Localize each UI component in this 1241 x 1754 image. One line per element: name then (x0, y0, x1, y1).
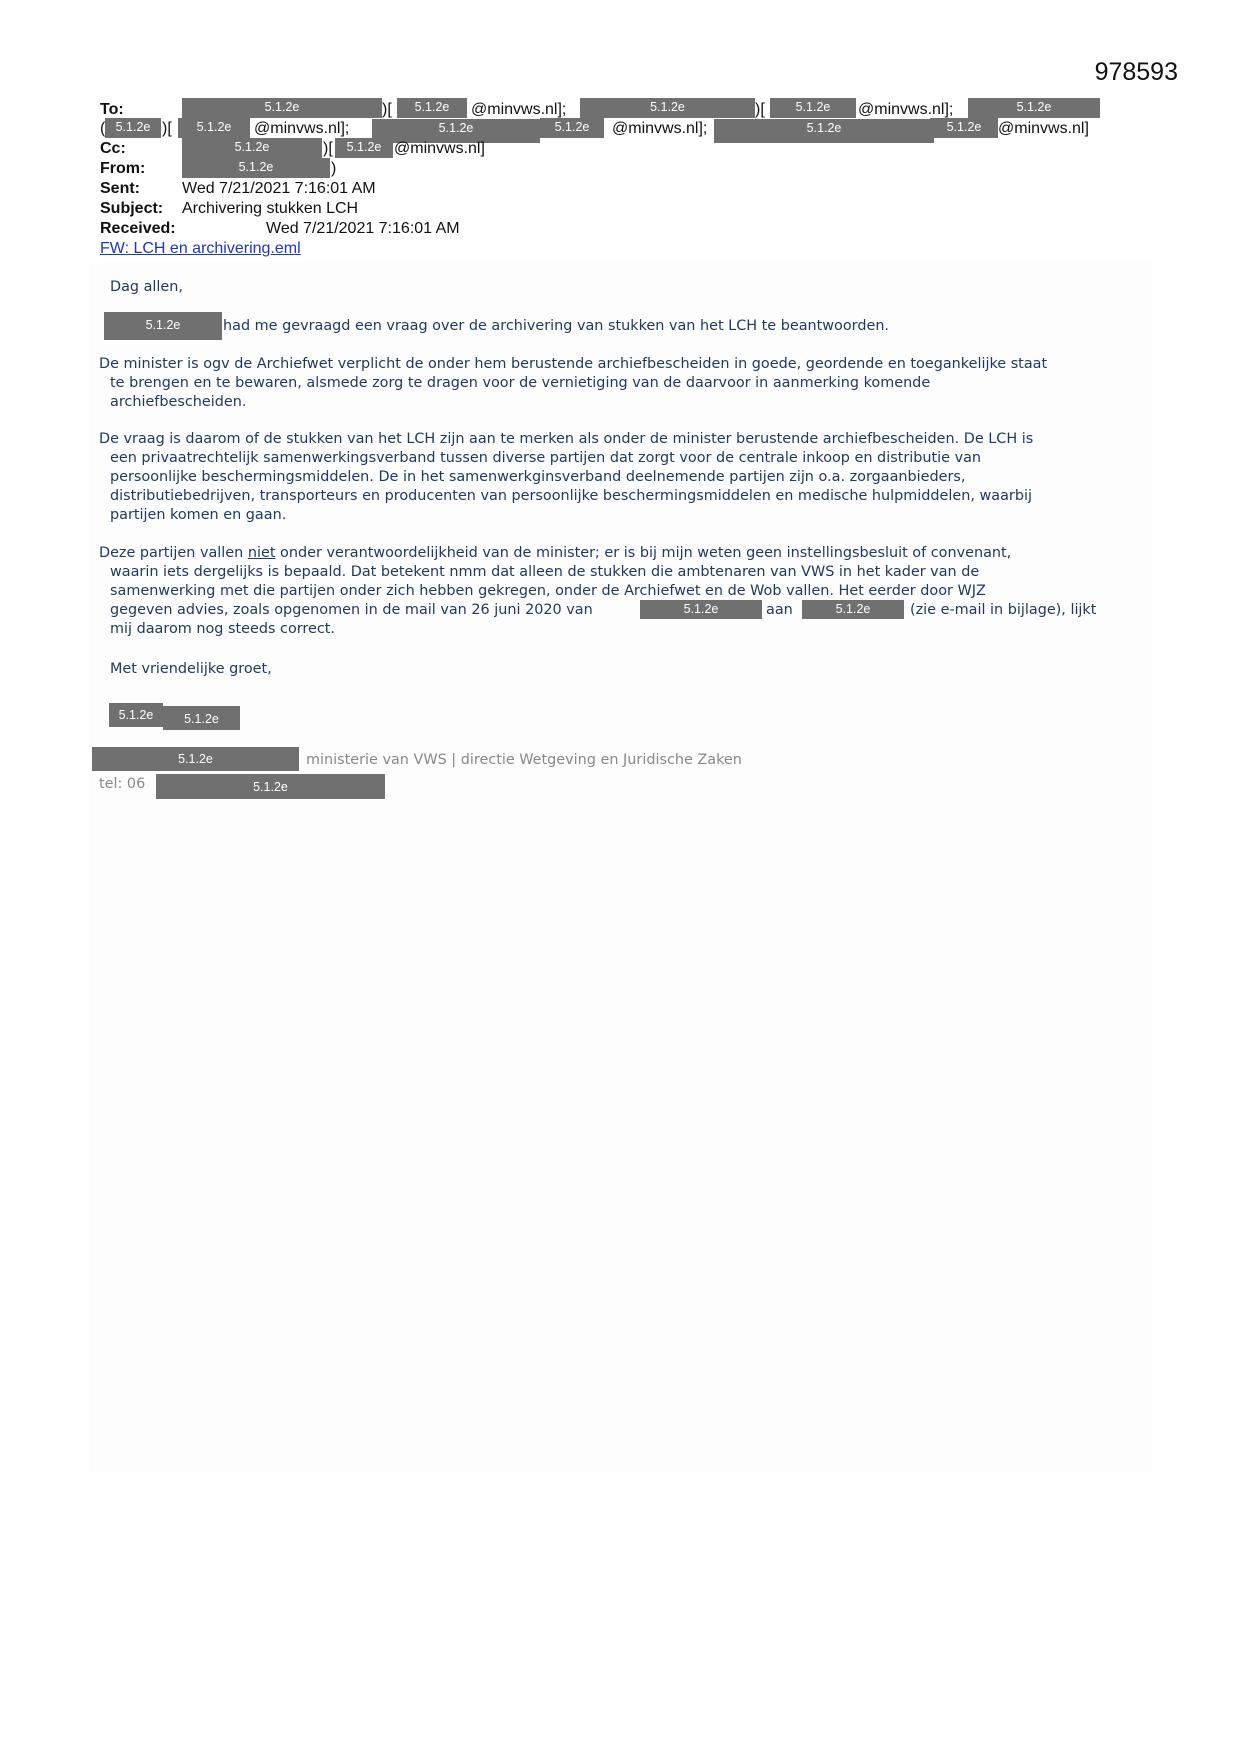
from-label: From: (100, 160, 146, 177)
redaction-block: 5.1.2e (770, 98, 856, 118)
subject-value: Archivering stukken LCH (182, 200, 359, 217)
redaction-block: 5.1.2e (580, 98, 755, 118)
intro-text: had me gevraagd een vraag over de archivering van stukken van het LCH te beantwoorden. (223, 318, 890, 334)
from-separator: ) (331, 160, 337, 177)
cc-label: Cc: (100, 140, 126, 157)
signature-organisation: ministerie van VWS | directie Wetgeving en Juridische Zaken (306, 752, 742, 768)
paragraph-3-line (99, 544, 1011, 563)
paragraph-3-text: Deze partijen vallen (99, 545, 248, 561)
to-domain: @minvws.nl]; (858, 101, 954, 118)
redaction-block: 5.1.2e (104, 312, 222, 340)
cc-separator: )[ (323, 140, 333, 157)
paragraph-2-line: distributiebedrijven, transporteurs en producenten van persoonlijke beschermingsmiddelen en medische hulpmiddelen, waarbij (110, 488, 1032, 504)
redaction-block: 5.1.2e (156, 774, 385, 799)
subject-label: Subject: (100, 200, 164, 217)
to-domain: @minvws.nl]; (612, 120, 708, 137)
redaction-block: 5.1.2e (397, 98, 467, 118)
to-domain: @minvws.nl] (998, 120, 1089, 137)
redaction-block: 5.1.2e (182, 158, 330, 178)
redaction-block: 5.1.2e (109, 703, 163, 727)
underlined-word: niet (247, 545, 276, 561)
paragraph-3-text: onder verantwoordelijkheid van de minister; er is bij mijn weten geen instellingsbesluit of convenant, (275, 545, 1012, 561)
greeting: Dag allen, (110, 279, 183, 295)
paragraph-3-line: samenwerking met die partijen onder zich hebben gekregen, onder de Archiefwet en de Wob vallen. Het eerder door WJZ (110, 583, 986, 599)
paragraph-2-line: persoonlijke beschermingsmiddelen. De in het samenwerkginsverband deelnemende partijen zijn o.a. zorgaanbieders, (110, 469, 966, 485)
redaction-block: 5.1.2e (372, 119, 540, 143)
to-label: To: (100, 101, 124, 118)
redaction-block: 5.1.2e (182, 138, 322, 158)
received-label: Received: (100, 220, 176, 237)
paragraph-3-text: (zie e-mail in bijlage), lijkt (910, 602, 1097, 618)
redaction-block: 5.1.2e (163, 706, 240, 730)
redaction-block: 5.1.2e (182, 98, 382, 118)
redaction-block: 5.1.2e (105, 118, 161, 138)
redaction-block: 5.1.2e (968, 98, 1100, 118)
paragraph-3-line: waarin iets dergelijks is bepaald. Dat betekent nmm dat alleen de stukken die ambtenaren van VWS in het kader van de (110, 564, 980, 580)
paragraph-2-line: een privaatrechtelijk samenwerkingsverband tussen diverse partijen dat zorgt voor de centrale inkoop en distributie van (110, 450, 982, 466)
to-separator: )[ (755, 101, 765, 118)
signature-telephone: tel: 06 (99, 776, 146, 792)
paragraph-1-line: archiefbescheiden. (110, 394, 247, 410)
to-domain: @minvws.nl]; (471, 101, 567, 118)
closing: Met vriendelijke groet, (110, 661, 272, 677)
cc-domain: @minvws.nl] (394, 140, 485, 157)
sent-value: Wed 7/21/2021 7:16:01 AM (182, 180, 376, 197)
redaction-block: 5.1.2e (714, 119, 934, 143)
paragraph-1-line: De minister is ogv de Archiefwet verplicht de onder hem berustende archiefbescheiden in goede, geordende en toegankelijke staat (99, 356, 1048, 372)
redaction-block: 5.1.2e (92, 747, 299, 771)
to-separator: ( (100, 120, 106, 137)
received-value: Wed 7/21/2021 7:16:01 AM (266, 220, 460, 237)
attachment-link[interactable]: FW: LCH en archivering.eml (100, 240, 301, 257)
redaction-block: 5.1.2e (178, 118, 250, 138)
paragraph-1-line: te brengen en te bewaren, alsmede zorg te dragen voor de vernietiging van de daarvoor in aanmerking komende (110, 375, 931, 391)
to-separator: )[ (382, 101, 392, 118)
to-domain: @minvws.nl]; (254, 120, 350, 137)
paragraph-3-line: mij daarom nog steeds correct. (110, 621, 336, 637)
document-number: 978593 (1094, 58, 1178, 86)
to-separator: )[ (162, 120, 172, 137)
paragraph-3-line: gegeven advies, zoals opgenomen in de mail van 26 juni 2020 van (110, 602, 593, 618)
redaction-block: 5.1.2e (540, 118, 604, 138)
redaction-block: 5.1.2e (802, 600, 904, 619)
redaction-block: 5.1.2e (930, 118, 998, 138)
paragraph-2-line: De vraag is daarom of de stukken van het LCH zijn aan te merken als onder de minister berustende archiefbescheiden. De LCH is (99, 431, 1034, 447)
paragraph-2-line: partijen komen en gaan. (110, 507, 287, 523)
paragraph-3-text: aan (766, 602, 793, 618)
redaction-block: 5.1.2e (335, 138, 393, 158)
redaction-block: 5.1.2e (640, 600, 762, 619)
sent-label: Sent: (100, 180, 140, 197)
